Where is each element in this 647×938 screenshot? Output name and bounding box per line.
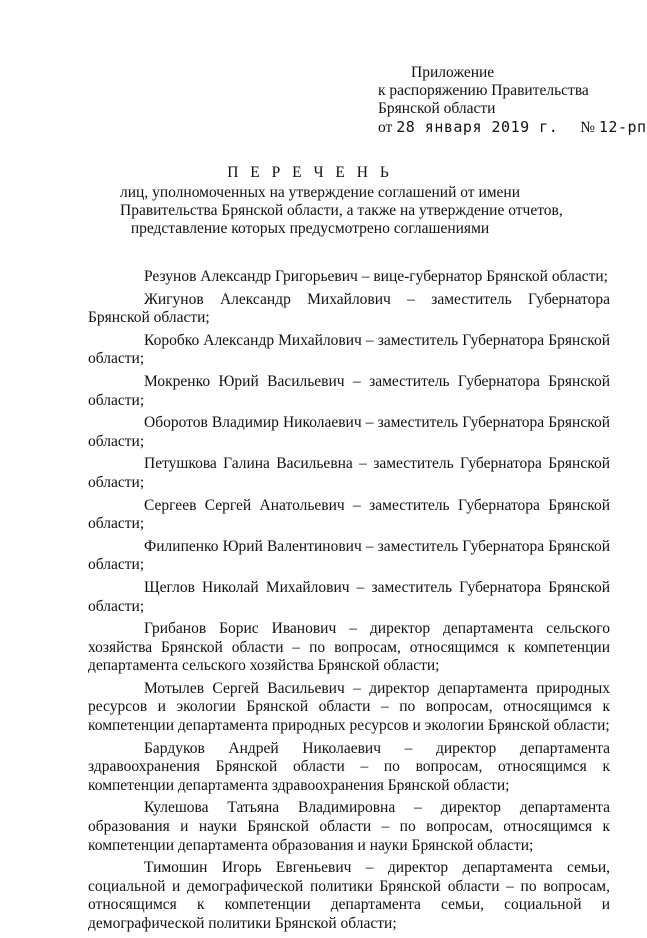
- appendix-reference: к распоряжению Правительства: [378, 82, 589, 99]
- handwritten-number: 12-рп: [598, 118, 647, 136]
- list-item: Жигунов Александр Михайлович – заместитель Губернатора Брянской области;: [88, 290, 610, 327]
- handwritten-date: 28 января 2019 г.: [396, 118, 559, 136]
- list-item: Коробко Александр Михайлович – заместитель Губернатора Брянской области;: [88, 331, 610, 368]
- list-item: Бардуков Андрей Николаевич – директор департамента здравоохранения Брянской области – по вопросам, относящимся к компетенции департамента здравоохранения Брянской области;: [88, 739, 610, 794]
- document-subtitle: [120, 184, 563, 238]
- list-item: Филипенко Юрий Валентинович – заместитель Губернатора Брянской области;: [88, 537, 610, 574]
- date-prefix: от: [378, 119, 393, 136]
- list-item: Тимошин Игорь Евгеньевич – директор департамента семьи, социальной и демографической политики Брянской области – по вопросам, относящимся к компетенции департамента семьи, социальной и демографической политики Брянской области;: [88, 859, 610, 932]
- officials-list: [88, 268, 610, 938]
- list-item: Мотылев Сергей Васильевич – директор департамента природных ресурсов и экологии Брянской области – по вопросам, относящимся к компетенции департамента природных ресурсов и экологии Брянской области;: [88, 679, 610, 735]
- document-heading: П Е Р Е Ч Е Н Ь: [227, 164, 393, 181]
- appendix-date-line: [378, 118, 647, 137]
- list-item: Оборотов Владимир Николаевич – заместитель Губернатора Брянской области;: [88, 414, 610, 450]
- list-item: Кулешова Татьяна Владимировна – директор департамента образования и науки Брянской области – по вопросам, относящимся к компетенции департамента образования и науки Брянской области;: [88, 799, 610, 854]
- subtitle-line: представление которых предусмотрено соглашениями: [130, 220, 490, 237]
- list-item: Сергеев Сергей Анатольевич – заместитель Губернатора Брянской области;: [88, 496, 610, 533]
- appendix-title: Приложение: [411, 64, 495, 81]
- subtitle-line: лиц, уполномоченных на утверждение соглашений от имени: [120, 184, 521, 201]
- title-block: [120, 164, 563, 238]
- subtitle-line: Правительства Брянской области, а также на утверждение отчетов,: [120, 202, 563, 219]
- appendix-block: [378, 64, 647, 137]
- list-item: Резунов Александр Григорьевич – вице-губернатор Брянской области;: [144, 268, 608, 285]
- number-prefix: №: [580, 119, 596, 136]
- list-item: Мокренко Юрий Васильевич – заместитель Губернатора Брянской области;: [88, 372, 610, 409]
- list-item: Грибанов Борис Иванович – директор департамента сельского хозяйства Брянской области – по вопросам, относящимся к компетенции департамента сельского хозяйства Брянской области;: [88, 620, 610, 675]
- list-item: Щеглов Николай Михайлович – заместитель Губернатора Брянской области;: [88, 578, 610, 615]
- list-item: Петушкова Галина Васильевна – заместитель Губернатора Брянской области;: [88, 455, 610, 491]
- appendix-region: Брянской области: [378, 100, 496, 117]
